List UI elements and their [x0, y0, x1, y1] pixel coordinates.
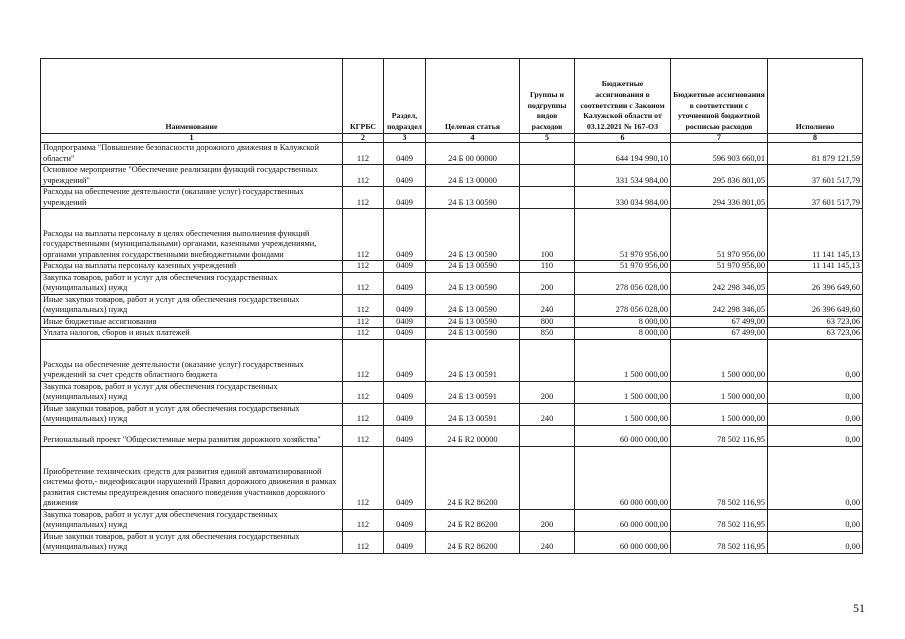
cell-law: 1 500 000,00: [575, 403, 671, 425]
cell-executed: 0,00: [768, 403, 863, 425]
cell-executed: 0,00: [768, 425, 863, 446]
cell-section: 0409: [384, 187, 426, 209]
cell-group: [520, 425, 575, 446]
cell-name: Закупка товаров, работ и услуг для обеспечения государственных (муниципальных) нужд: [41, 381, 343, 403]
table-row: [41, 531, 863, 553]
cell-target: 24 Б R2 86200: [426, 446, 520, 509]
cell-refined: 1 500 000,00: [671, 403, 768, 425]
table-row: [41, 165, 863, 187]
cell-executed: 26 396 649,60: [768, 294, 863, 316]
cell-refined: 78 502 116,95: [671, 509, 768, 531]
cell-name: Иные бюджетные ассигнования: [41, 316, 343, 328]
cell-law: 278 056 028,00: [575, 294, 671, 316]
cell-kgrbs: 112: [343, 316, 384, 328]
cell-name: Расходы на обеспечение деятельности (оказание услуг) государственных учреждений: [41, 187, 343, 209]
cell-law: 278 056 028,00: [575, 272, 671, 294]
cell-group: 200: [520, 509, 575, 531]
col-number: 5: [520, 134, 575, 143]
column-number-row: [41, 134, 863, 143]
cell-law: 60 000 000,00: [575, 425, 671, 446]
cell-kgrbs: 112: [343, 531, 384, 553]
cell-target: 24 Б 13 00591: [426, 381, 520, 403]
table-row: [41, 143, 863, 165]
cell-group: [520, 143, 575, 165]
cell-target: 24 Б 13 00590: [426, 294, 520, 316]
table-row: [41, 261, 863, 273]
cell-group: [520, 165, 575, 187]
cell-section: 0409: [384, 381, 426, 403]
cell-group: [520, 339, 575, 381]
cell-executed: 0,00: [768, 339, 863, 381]
cell-law: 331 534 984,00: [575, 165, 671, 187]
cell-section: 0409: [384, 294, 426, 316]
table-row: [41, 316, 863, 328]
col-number: 8: [768, 134, 863, 143]
cell-law: 60 000 000,00: [575, 531, 671, 553]
cell-refined: 51 970 956,00: [671, 261, 768, 273]
cell-section: 0409: [384, 446, 426, 509]
cell-section: 0409: [384, 425, 426, 446]
cell-kgrbs: 112: [343, 339, 384, 381]
cell-refined: 295 836 801,05: [671, 165, 768, 187]
cell-executed: 11 141 145,13: [768, 209, 863, 261]
header-refined: Бюджетные ассигнования в соответствии с уточненной бюджетной росписью расходов: [671, 59, 768, 134]
cell-kgrbs: 112: [343, 143, 384, 165]
cell-refined: 78 502 116,95: [671, 446, 768, 509]
cell-target: 24 Б 13 00591: [426, 339, 520, 381]
cell-executed: 26 396 649,60: [768, 272, 863, 294]
cell-refined: 242 298 346,05: [671, 272, 768, 294]
cell-section: 0409: [384, 316, 426, 328]
cell-refined: 67 499,00: [671, 316, 768, 328]
cell-group: 200: [520, 272, 575, 294]
cell-group: 200: [520, 381, 575, 403]
cell-refined: 1 500 000,00: [671, 339, 768, 381]
cell-kgrbs: 112: [343, 261, 384, 273]
cell-kgrbs: 112: [343, 446, 384, 509]
cell-name: Региональный проект "Общесистемные меры развития дорожного хозяйства": [41, 425, 343, 446]
col-number: 6: [575, 134, 671, 143]
cell-section: 0409: [384, 509, 426, 531]
cell-target: 24 Б 13 00590: [426, 272, 520, 294]
cell-name: Подпрограмма "Повышение безопасности дорожного движения в Калужской области": [41, 143, 343, 165]
cell-refined: 51 970 956,00: [671, 209, 768, 261]
cell-section: 0409: [384, 531, 426, 553]
cell-law: 60 000 000,00: [575, 509, 671, 531]
cell-kgrbs: 112: [343, 328, 384, 340]
cell-law: 8 000,00: [575, 328, 671, 340]
cell-executed: 0,00: [768, 446, 863, 509]
cell-group: 110: [520, 261, 575, 273]
header-executed: Исполнено: [768, 59, 863, 134]
table-row: [41, 294, 863, 316]
cell-target: 24 Б 13 00590: [426, 328, 520, 340]
cell-refined: 294 336 801,05: [671, 187, 768, 209]
cell-refined: 1 500 000,00: [671, 381, 768, 403]
cell-section: 0409: [384, 403, 426, 425]
cell-group: 240: [520, 403, 575, 425]
cell-executed: 0,00: [768, 381, 863, 403]
cell-group: [520, 446, 575, 509]
table-row: [41, 339, 863, 381]
cell-name: Иные закупки товаров, работ и услуг для обеспечения государственных (муниципальных) нужд: [41, 294, 343, 316]
cell-name: Закупка товаров, работ и услуг для обеспечения государственных (муниципальных) нужд: [41, 272, 343, 294]
cell-name: Иные закупки товаров, работ и услуг для обеспечения государственных (муниципальных) нужд: [41, 531, 343, 553]
cell-executed: 0,00: [768, 531, 863, 553]
table-row: [41, 425, 863, 446]
header-kgrbs: КГРБС: [343, 59, 384, 134]
cell-target: 24 Б 00 00000: [426, 143, 520, 165]
cell-refined: 67 499,00: [671, 328, 768, 340]
cell-kgrbs: 112: [343, 403, 384, 425]
table-row: [41, 328, 863, 340]
cell-kgrbs: 112: [343, 165, 384, 187]
cell-name: Приобретение технических средств для развития единой автоматизированной системы фото,- видеофиксации нарушений Правил дорожного движения в рамках развития системы предупреждения опасного поведения участников дорожного движения: [41, 446, 343, 509]
cell-executed: 63 723,06: [768, 316, 863, 328]
table-row: [41, 509, 863, 531]
cell-kgrbs: 112: [343, 272, 384, 294]
cell-executed: 37 601 517,79: [768, 187, 863, 209]
cell-law: 51 970 956,00: [575, 209, 671, 261]
cell-kgrbs: 112: [343, 381, 384, 403]
table-row: [41, 446, 863, 509]
table-row: [41, 403, 863, 425]
cell-law: 1 500 000,00: [575, 381, 671, 403]
page-number: 51: [853, 601, 865, 615]
cell-executed: 63 723,06: [768, 328, 863, 340]
table-row: [41, 209, 863, 261]
cell-law: 644 194 990,10: [575, 143, 671, 165]
cell-group: 240: [520, 294, 575, 316]
cell-section: 0409: [384, 165, 426, 187]
cell-law: 8 000,00: [575, 316, 671, 328]
col-number: 1: [41, 134, 343, 143]
cell-group: [520, 187, 575, 209]
cell-name: Расходы на выплаты персоналу в целях обеспечения выполнения функций государственными (муниципальными) органами, казенными учреждениями, органами управления государственными внебюджетными фондами: [41, 209, 343, 261]
cell-name: Уплата налогов, сборов и иных платежей: [41, 328, 343, 340]
cell-name: Основное мероприятие "Обеспечение реализации функций государственных учреждений": [41, 165, 343, 187]
cell-section: 0409: [384, 143, 426, 165]
cell-group: 850: [520, 328, 575, 340]
header-target: Целевая статья: [426, 59, 520, 134]
cell-section: 0409: [384, 261, 426, 273]
cell-group: 100: [520, 209, 575, 261]
col-number: 7: [671, 134, 768, 143]
cell-name: Расходы на выплаты персоналу казенных учреждений: [41, 261, 343, 273]
cell-refined: 242 298 346,05: [671, 294, 768, 316]
table-row: [41, 187, 863, 209]
cell-law: 1 500 000,00: [575, 339, 671, 381]
col-number: 2: [343, 134, 384, 143]
cell-refined: 78 502 116,95: [671, 425, 768, 446]
cell-refined: 596 903 660,01: [671, 143, 768, 165]
cell-target: 24 Б 13 00590: [426, 261, 520, 273]
cell-target: 24 Б 13 00590: [426, 187, 520, 209]
cell-law: 330 034 984,00: [575, 187, 671, 209]
cell-kgrbs: 112: [343, 509, 384, 531]
cell-law: 51 970 956,00: [575, 261, 671, 273]
col-number: 3: [384, 134, 426, 143]
header-section: Раздел, подраздел: [384, 59, 426, 134]
cell-section: 0409: [384, 339, 426, 381]
cell-target: 24 Б R2 86200: [426, 509, 520, 531]
cell-section: 0409: [384, 209, 426, 261]
cell-section: 0409: [384, 272, 426, 294]
table-row: [41, 381, 863, 403]
budget-table: [40, 58, 863, 554]
header-row: [41, 59, 863, 134]
cell-target: 24 Б R2 86200: [426, 531, 520, 553]
header-name: Наименование: [41, 59, 343, 134]
cell-section: 0409: [384, 328, 426, 340]
cell-name: Иные закупки товаров, работ и услуг для обеспечения государственных (муниципальных) нужд: [41, 403, 343, 425]
cell-law: 60 000 000,00: [575, 446, 671, 509]
cell-kgrbs: 112: [343, 209, 384, 261]
cell-group: 240: [520, 531, 575, 553]
cell-name: Расходы на обеспечение деятельности (оказание услуг) государственных учреждений за счет средств областного бюджета: [41, 339, 343, 381]
cell-target: 24 Б R2 00000: [426, 425, 520, 446]
cell-kgrbs: 112: [343, 187, 384, 209]
cell-target: 24 Б 13 00590: [426, 209, 520, 261]
table-row: [41, 272, 863, 294]
cell-refined: 78 502 116,95: [671, 531, 768, 553]
cell-executed: 81 879 121,59: [768, 143, 863, 165]
cell-executed: 37 601 517,79: [768, 165, 863, 187]
cell-group: 800: [520, 316, 575, 328]
cell-target: 24 Б 13 00590: [426, 316, 520, 328]
header-law: Бюджетные ассигнования в соответствии с Законом Калужской области от 03.12.2021 № 167-ОЗ: [575, 59, 671, 134]
cell-kgrbs: 112: [343, 425, 384, 446]
col-number: 4: [426, 134, 520, 143]
cell-kgrbs: 112: [343, 294, 384, 316]
cell-target: 24 Б 13 00591: [426, 403, 520, 425]
table-body: [41, 143, 863, 554]
cell-target: 24 Б 13 00000: [426, 165, 520, 187]
cell-executed: 11 141 145,13: [768, 261, 863, 273]
header-group: Группы и подгруппы видов расходов: [520, 59, 575, 134]
cell-name: Закупка товаров, работ и услуг для обеспечения государственных (муниципальных) нужд: [41, 509, 343, 531]
cell-executed: 0,00: [768, 509, 863, 531]
